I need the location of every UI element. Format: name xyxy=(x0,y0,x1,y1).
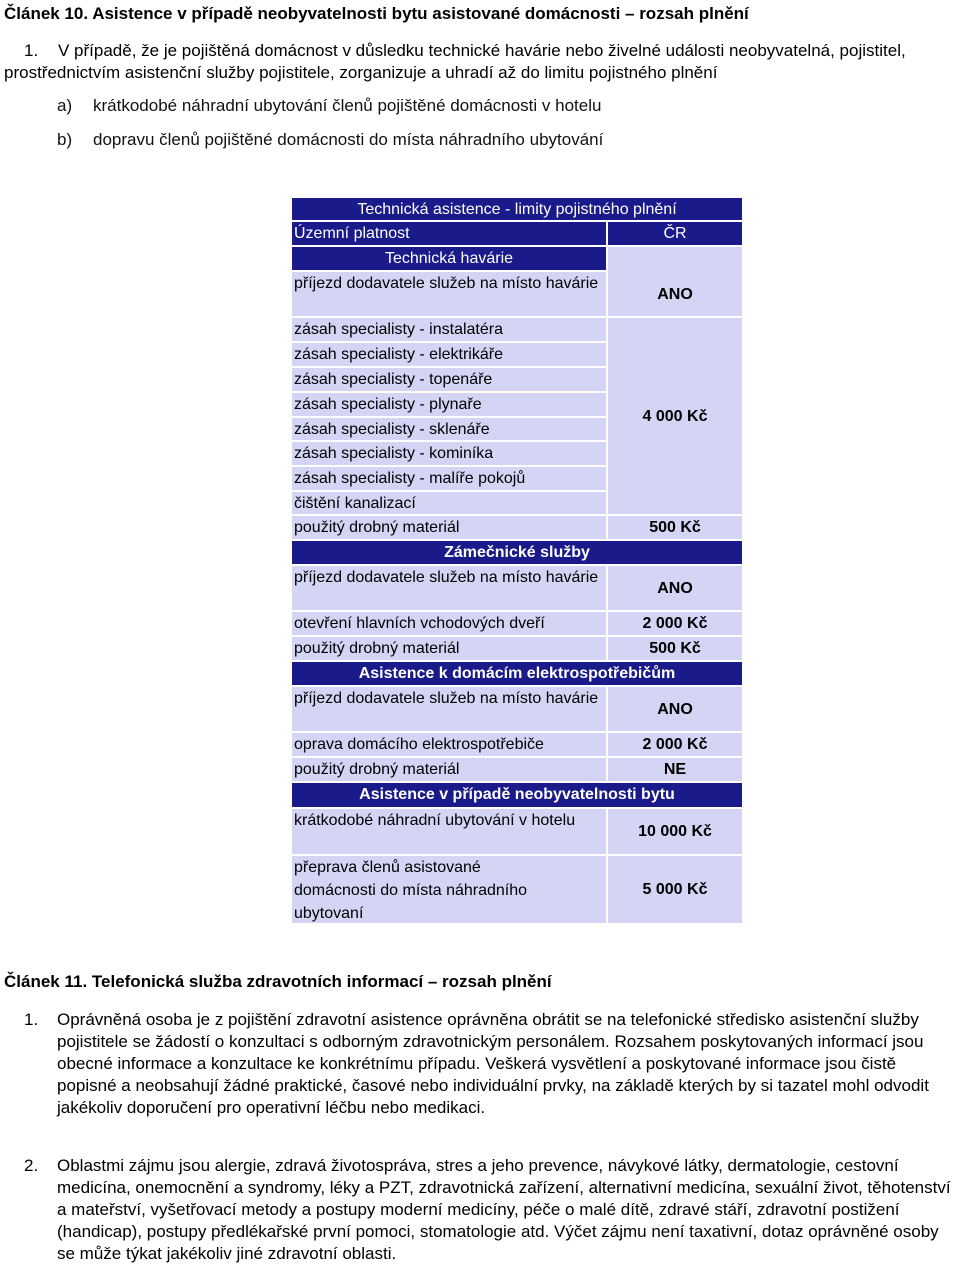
table-value: 2 000 Kč xyxy=(607,732,743,757)
section-title-technical-failure: Technická havárie xyxy=(291,246,607,271)
table-value: NE xyxy=(607,757,743,782)
article-10-item-a xyxy=(57,96,601,116)
item-text: krátkodobé náhradní ubytování členů pojištěné domácnosti v hotelu xyxy=(93,96,602,115)
table-value: 500 Kč xyxy=(607,636,743,661)
table-row-label: použitý drobný materiál xyxy=(291,757,607,782)
table-value: ANO xyxy=(607,246,743,317)
table-row-label: příjezd dodavatele služeb na místo havárie xyxy=(291,565,607,611)
table-value: 5 000 Kč xyxy=(607,855,743,924)
table-row-label: použitý drobný materiál xyxy=(291,636,607,661)
table-value: ANO xyxy=(607,565,743,611)
table-value: 4 000 Kč xyxy=(607,317,743,515)
table-row-label: krátkodobé náhradní ubytování v hotelu xyxy=(291,808,607,855)
article-10-heading: Článek 10. Asistence v případě neobyvatelnosti bytu asistované domácnosti – rozsah plnění xyxy=(4,4,749,23)
table-value: ANO xyxy=(607,686,743,732)
section-title-uninhabitable: Asistence v případě neobyvatelnosti bytu xyxy=(291,782,743,808)
territory-value: ČR xyxy=(607,221,743,246)
table-row-label: zásah specialisty - topenáře xyxy=(291,367,607,392)
table-row-label: čištění kanalizací xyxy=(291,491,607,515)
article-11-paragraph-2-number: 2. xyxy=(24,1156,39,1175)
table-row-label: příjezd dodavatele služeb na místo havárie xyxy=(291,271,607,317)
table-row-label: zásah specialisty - malíře pokojů xyxy=(291,466,607,491)
article-10-item-b xyxy=(57,130,603,150)
table-row-label: otevření hlavních vchodových dveří xyxy=(291,611,607,636)
article-11-paragraph-1-number: 1. xyxy=(24,1010,39,1029)
article-10-paragraph-1: V případě, že je pojištěná domácnost v důsledku technické havárie nebo živelné události neobyvatelná, pojistitel, prostřednictvím asistenční služby pojistitele, zorganizuje a uhradí až do limitu pojistného plnění xyxy=(4,41,906,82)
item-label: b) xyxy=(57,130,73,149)
table-row-label: zásah specialisty - plynaře xyxy=(291,392,607,417)
table-row-label: příjezd dodavatele služeb na místo havárie xyxy=(291,686,607,732)
table-row-label: zásah specialisty - sklenáře xyxy=(291,417,607,441)
table-value: 2 000 Kč xyxy=(607,611,743,636)
table-row-label: použitý drobný materiál xyxy=(291,515,607,540)
table-value: 500 Kč xyxy=(607,515,743,540)
technical-assistance-limits-table xyxy=(291,197,743,924)
table-title: Technická asistence - limity pojistného plnění xyxy=(291,197,743,221)
item-text: dopravu členů pojištěné domácnosti do místa náhradního ubytování xyxy=(93,130,604,149)
section-title-locksmith: Zámečnické služby xyxy=(291,540,743,565)
section-title-appliances: Asistence k domácím elektrospotřebičům xyxy=(291,661,743,686)
table-row-label: zásah specialisty - elektrikáře xyxy=(291,342,607,367)
article-11-heading: Článek 11. Telefonická služba zdravotních informací – rozsah plnění xyxy=(4,972,552,991)
table-row-label: přeprava členů asistované domácnosti do místa náhradního ubytovaní xyxy=(291,855,607,924)
territory-label: Územní platnost xyxy=(291,221,607,246)
article-10-paragraph-1-number: 1. xyxy=(24,41,39,60)
table-row-label: oprava domácího elektrospotřebiče xyxy=(291,732,607,757)
item-label: a) xyxy=(57,96,73,115)
table-value: 10 000 Kč xyxy=(607,808,743,855)
table-row-label: zásah specialisty - instalatéra xyxy=(291,317,607,342)
article-11-paragraph-1: Oprávněná osoba je z pojištění zdravotní asistence oprávněna obrátit se na telefonické středisko asistenční služby pojistitele se žádostí o konzultaci s odborným zdravotnickým personálem. Rozsahem poskytovaných informací jsou obecné informace a konzultace ke konkrétnímu případu. Veškerá vysvětlení a poskytované informace jsou čistě popisné a neobsahují žádné praktické, časové nebo individuální prvky, na základě kterých by si tazatel mohl odvodit jakékoliv doporučení pro operativní léčbu nebo medikaci. xyxy=(57,1010,929,1117)
table-row-label: zásah specialisty - kominíka xyxy=(291,441,607,466)
article-11-paragraph-2: Oblastmi zájmu jsou alergie, zdravá životospráva, stres a jeho prevence, návykové látky, dermatologie, cestovní medicína, onemocnění a syndromy, léky a PZT, zdravotnická zařízení, alternativní medicína, sexuální život, těhotenství a mateřství, vyšetřovací metody a postupy moderní medicíny, péče o malé dítě, zdravé stáří, zdravotní postižení (handicap), postupy předlékařské první pomoci, stomatologie atd. Výčet zájmu není taxativní, dotaz oprávněné osoby se může týkat jakékoliv jiné zdravotní oblasti. xyxy=(57,1156,951,1263)
